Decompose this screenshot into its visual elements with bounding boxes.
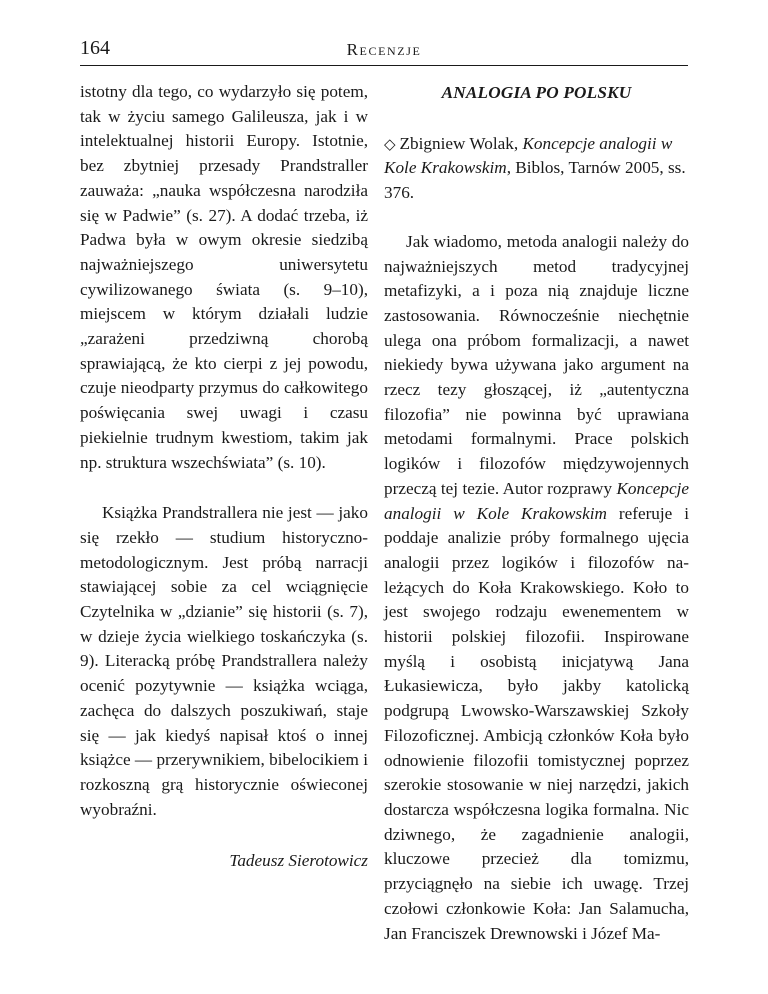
- review-body: [384, 230, 689, 946]
- review-signature: Tadeusz Sierotowicz: [229, 851, 368, 871]
- bib-publication: , Biblos, Tarnów 2005, ss. 376.: [384, 158, 686, 203]
- left-paragraph-2: Książka Prandstrallera nie jest — jako się rzekło — studium historyczno-metodologicznym. Jest próbą narracji stawiającej sobie za cel wciągnięcie Czytelnika w „dzianie” się historii (s. 7), w dzieje życia wielkiego toskańczyka (s. 9). Literacką próbę Prandstrallera należy ocenić pozytywnie — książka wciąga, zachęca do dalszych poszukiwań, staje się — jak kiedyś napisał ktoś o innej książce — przerywnikiem, bibelocikiem i rozkoszną grą historycznie oświeconej wyobraźni.: [80, 503, 368, 819]
- bib-book-title: Koncepcje analogii w Kole Krakowskim: [384, 133, 673, 178]
- running-head: Recenzje: [346, 40, 422, 59]
- page-number: 164: [80, 37, 110, 59]
- review-body-part-2: referuje i poddaje analizie próby formalnego ujęcia analogii przez logików i filozofów należących do Koła Krakowskiego. Koło to jest swojego rodzaju ewenementem w historii polskiej filozofii. Inspirowane myślą i osobistą inicjatywą Jana Łukasiewicza, było jakby katolicką podgrupą Lwowsko-Warszawskiej Szkoły Filozoficznej. Ambicją członków Koła było odnowienie filozofii tomistycznej poprzez szerokie stosowanie w niej narzędzi, jakich dostarcza współczesna logika formalna. Nic dziwnego, że zagadnienie analogii, kluczowe przecież dla tomizmu, przyciągnęło na siebie ich uwagę. Trzej czołowi członkowie Koła: Jan Salamucha, Jan Franciszek Drewnowski i Józef Ma-: [384, 503, 689, 943]
- right-column: [384, 80, 689, 946]
- left-column: [80, 80, 368, 874]
- left-paragraph-1: istotny dla tego, co wydarzyło się potem, tak w życiu samego Galileusza, jak i w intelektualnej historii Europy. Istotnie, bez zbytniej przesady Prandstraller zauważa: „nauka współczesna narodziła się w Padwie” (s. 27). A dodać trzeba, iż Padwa była w owym okresie siedzibą najważniejszego uniwersytetu cywilizowanego świata (s. 9–10), miejscem w którym działali ludzie „zarażeni przedziwną chorobą sprawiającą, że kto cierpi z jej powodu, czuje nieodparty przymus do całkowitego poświęcania swej uwagi i czasu piekielnie trudnym kwestiom, takim jak np. struktura wszechświata” (s. 10).: [80, 82, 368, 472]
- review-body-book-title: Koncepcje analogii w Kole Krakowskim: [384, 478, 689, 523]
- header-rule: [80, 65, 688, 66]
- bib-author: Zbigniew Wolak,: [399, 133, 519, 153]
- diamond-icon: ◇: [384, 134, 396, 153]
- section-title: ANALOGIA PO POLSKU: [441, 83, 632, 102]
- page-header: [80, 38, 688, 72]
- bibliographic-entry: [384, 132, 689, 206]
- review-body-part-1: Jak wiadomo, metoda analogii należy do najważniejszych metod tradycyjnej metafizyki, a i poza nią znajduje liczne zastosowania. Równocześnie niechętnie ulega ona próbom formalizacji, a nawet niekiedy bywa używana jako argument na rzecz tezy głoszącej, iż „autentyczna filozofia” nie powinna być uprawiana metodami formalnymi. Prace polskich logików i filozofów międzywojennych przeczą tej tezie. Autor rozprawy: [384, 231, 689, 498]
